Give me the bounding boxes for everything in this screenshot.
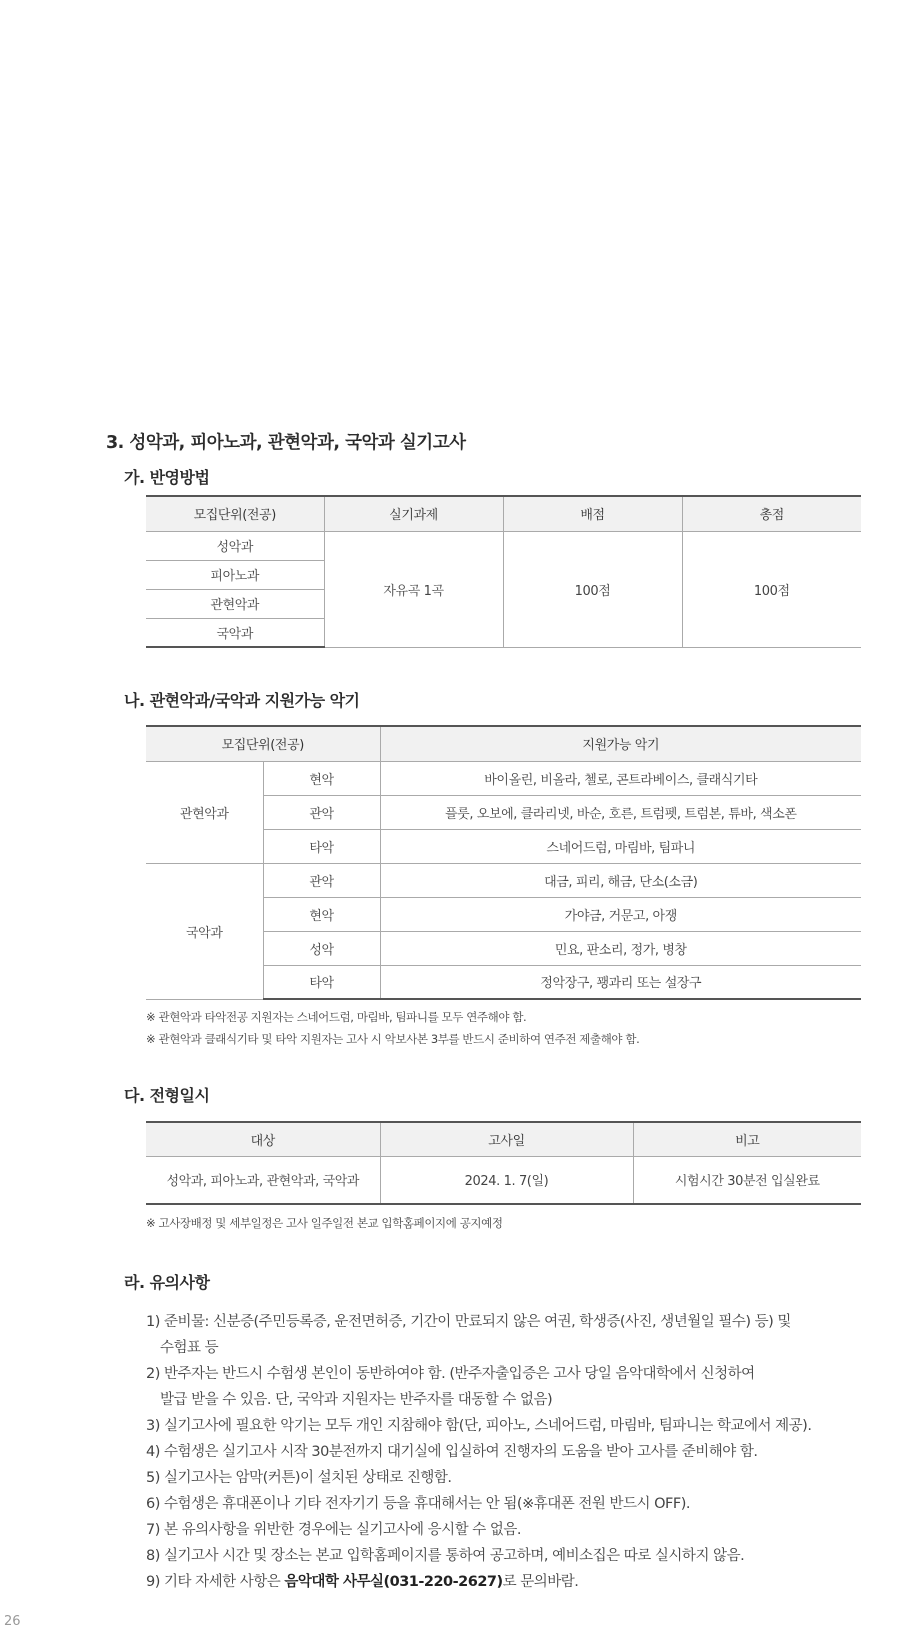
schedule-header-date: 고사일: [380, 1122, 633, 1156]
caution-item-7: 7) 본 유의사항을 위반한 경우에는 실기고사에 응시할 수 없음.: [146, 1522, 522, 1538]
method-task: 자유곡 1곡: [324, 531, 503, 647]
method-table: [146, 495, 861, 648]
caution-item-9-suffix: 로 문의바람.: [502, 1574, 579, 1590]
method-heading: 가. 반영방법: [124, 468, 210, 487]
schedule-header-remark: 비고: [633, 1122, 861, 1156]
caution-item-2: 2) 반주자는 반드시 수험생 본인이 동반하여야 함. (반주자출입증은 고사 당일 음악대학에서 신청하여: [146, 1366, 755, 1382]
instruments-list: 민요, 판소리, 정가, 병창: [380, 931, 861, 965]
schedule-target: 성악과, 피아노과, 관현악과, 국악과: [146, 1156, 380, 1204]
caution-item-6: 6) 수험생은 휴대폰이나 기타 전자기기 등을 휴대해서는 안 됨(※휴대폰 전원 반드시 OFF).: [146, 1496, 690, 1512]
page-number: 26: [4, 1614, 21, 1629]
instruments-list: 정악장구, 꽹과리 또는 설장구: [380, 965, 861, 999]
instruments-list: 가야금, 거문고, 아쟁: [380, 897, 861, 931]
instruments-sub: 관악: [263, 863, 380, 897]
caution-item-5: 5) 실기고사는 암막(커튼)이 설치된 상태로 진행함.: [146, 1470, 452, 1486]
instruments-table: [146, 725, 861, 1000]
instruments-heading: 나. 관현악과/국악과 지원가능 악기: [124, 691, 360, 710]
schedule-table: [146, 1121, 861, 1205]
method-score: 100점: [503, 531, 682, 647]
instruments-header-unit: 모집단위(전공): [146, 726, 380, 761]
method-unit-korean: 국악과: [146, 618, 324, 647]
instruments-header-list: 지원가능 악기: [380, 726, 861, 761]
caution-item-3: 3) 실기고사에 필요한 악기는 모두 개인 지참해야 함(단, 피아노, 스네어드럼, 마림바, 팀파니는 학교에서 제공).: [146, 1418, 812, 1434]
method-header-total: 총점: [682, 496, 861, 531]
caution-item-1-continued: 수험표 등: [160, 1340, 219, 1356]
instruments-sub: 현악: [263, 761, 380, 795]
method-header-unit: 모집단위(전공): [146, 496, 324, 531]
schedule-header-target: 대상: [146, 1122, 380, 1156]
instruments-list: 스네어드럼, 마림바, 팀파니: [380, 829, 861, 863]
caution-item-9-prefix: 9) 기타 자세한 사항은: [146, 1574, 285, 1590]
method-header-task: 실기과제: [324, 496, 503, 531]
contact-office: 음악대학 사무실(031-220-2627): [284, 1574, 503, 1590]
instruments-list: 플룻, 오보에, 클라리넷, 바순, 호른, 트럼펫, 트럼본, 튜바, 색소폰: [380, 795, 861, 829]
method-unit-vocal: 성악과: [146, 531, 324, 560]
instruments-unit-orchestra: 관현악과: [146, 761, 263, 863]
schedule-remark: 시험시간 30분전 입실완료: [633, 1156, 861, 1204]
method-total: 100점: [682, 531, 861, 647]
caution-item-2-continued: 발급 받을 수 있음. 단, 국악과 지원자는 반주자를 대동할 수 없음): [160, 1392, 553, 1408]
schedule-note: ※ 고사장배정 및 세부일정은 고사 일주일전 본교 입학홈페이지에 공지예정: [146, 1216, 503, 1230]
schedule-heading: 다. 전형일시: [124, 1086, 210, 1105]
caution-item-8: 8) 실기고사 시간 및 장소는 본교 입학홈페이지를 통하여 공고하며, 예비소집은 따로 실시하지 않음.: [146, 1548, 745, 1564]
instruments-note-2: ※ 관현악과 클래식기타 및 타악 지원자는 고사 시 악보사본 3부를 반드시 준비하여 연주전 제출해야 함.: [146, 1032, 640, 1046]
instruments-note-1: ※ 관현악과 타악전공 지원자는 스네어드럼, 마림바, 팀파니를 모두 연주해야 함.: [146, 1010, 527, 1024]
instruments-sub: 현악: [263, 897, 380, 931]
method-unit-piano: 피아노과: [146, 560, 324, 589]
cautions-list: [146, 1309, 866, 1595]
method-header-score: 배점: [503, 496, 682, 531]
caution-item-9: [146, 1569, 866, 1595]
schedule-date: 2024. 1. 7(일): [380, 1156, 633, 1204]
instruments-sub: 성악: [263, 931, 380, 965]
cautions-heading: 라. 유의사항: [124, 1273, 210, 1292]
instruments-sub: 관악: [263, 795, 380, 829]
instruments-sub: 타악: [263, 965, 380, 999]
instruments-list: 대금, 피리, 해금, 단소(소금): [380, 863, 861, 897]
method-unit-orchestra: 관현악과: [146, 589, 324, 618]
caution-item-4: 4) 수험생은 실기고사 시작 30분전까지 대기실에 입실하여 진행자의 도움을 받아 고사를 준비해야 함.: [146, 1444, 758, 1460]
instruments-sub: 타악: [263, 829, 380, 863]
instruments-list: 바이올린, 비올라, 첼로, 콘트라베이스, 클래식기타: [380, 761, 861, 795]
caution-item-1: 1) 준비물: 신분증(주민등록증, 운전면허증, 기간이 만료되지 않은 여권, 학생증(사진, 생년월일 필수) 등) 및: [146, 1314, 791, 1330]
section-title: 3. 성악과, 피아노과, 관현악과, 국악과 실기고사: [106, 433, 466, 453]
instruments-unit-korean: 국악과: [146, 863, 263, 999]
